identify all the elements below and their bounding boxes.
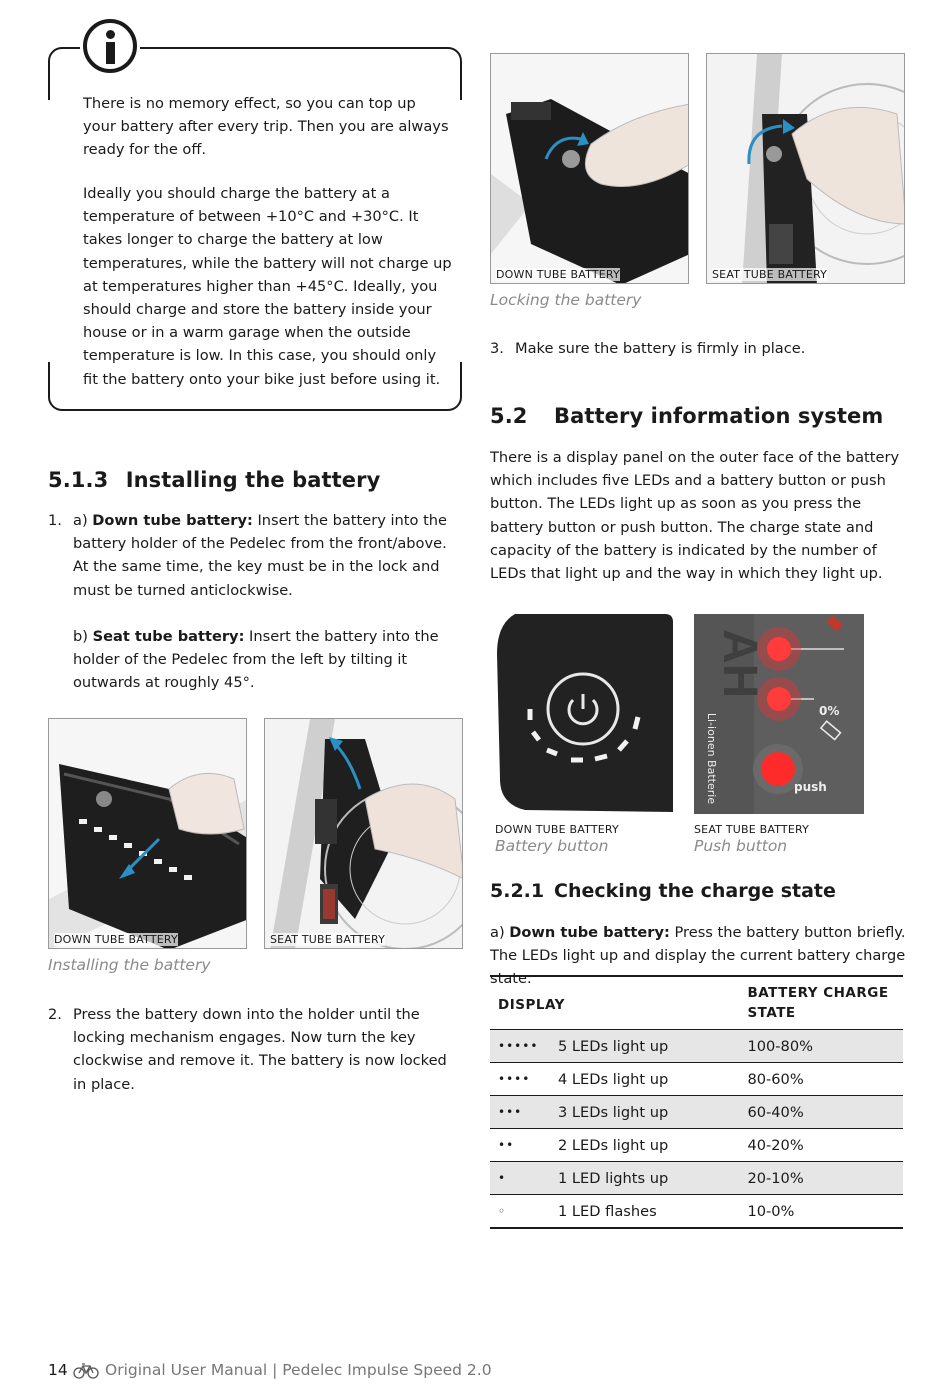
led-symbol: ••••• — [490, 1030, 550, 1063]
step-3: Make sure the battery is firmly in place. — [515, 340, 806, 357]
step-text: Insert the battery into the holder of the Pedelec from the left by tilting it outwards at roughly 45°. — [73, 628, 439, 692]
charge-state-table — [490, 977, 903, 1229]
led-description: 1 LED flashes — [550, 1195, 739, 1229]
step-bold-label: Seat tube battery: — [92, 628, 245, 645]
led-symbol: •••• — [490, 1063, 550, 1096]
figure-caption: Battery button — [495, 837, 609, 855]
lock-down-tube-image — [491, 54, 689, 284]
step-text: Insert the battery into the battery holder of the Pedelec from the front/above. At the same time, the key must be in the lock and must be turned anticlockwise. — [73, 512, 448, 599]
info-box-gap — [458, 100, 470, 362]
photo-label: DOWN TUBE BATTERY — [495, 823, 619, 836]
page-number: 14 — [48, 1361, 68, 1379]
install-seat-tube-image — [265, 719, 463, 949]
step-number: 2. — [48, 1006, 62, 1023]
info-icon — [83, 19, 137, 73]
step-number: 3. — [490, 340, 504, 357]
photo-lock-seat-tube — [706, 53, 905, 284]
led-symbol: ◦ — [490, 1195, 550, 1229]
charge-state: 40-20% — [739, 1129, 903, 1162]
column-header-line: BATTERY CHARGE — [747, 985, 889, 1001]
figure-caption: Installing the battery — [48, 956, 211, 974]
intro-bold-label: Down tube battery: — [509, 924, 670, 941]
section-heading-513 — [48, 468, 380, 492]
led-symbol: ••• — [490, 1096, 550, 1129]
intro-prefix: a) — [490, 924, 510, 941]
section-heading-52 — [490, 404, 884, 428]
section-52-body: There is a display panel on the outer face of the battery which includes five LEDs and a battery button or push button. The LEDs light up as soon as you press the battery button or push button. The charge state and capacity of the battery is indicated by the number of LEDs that light up and the way in which they light up. — [490, 449, 900, 583]
photo-push-button — [694, 614, 864, 814]
charge-state: 10-0% — [739, 1195, 903, 1229]
lock-seat-tube-image — [707, 54, 905, 284]
photo-install-seat-tube — [264, 718, 463, 949]
step-1b — [73, 625, 463, 695]
column-header-line: STATE — [747, 1005, 796, 1021]
table-row — [490, 1195, 903, 1229]
bicycle-icon — [73, 1363, 99, 1379]
intro-text: Press the battery button briefly. The LEDs light up and display the current battery charge state. — [490, 924, 906, 988]
led-symbol: •• — [490, 1129, 550, 1162]
figure-caption: Push button — [694, 837, 788, 855]
step-prefix: b) — [73, 628, 93, 645]
footer-title: Original User Manual | Pedelec Impulse Speed 2.0 — [105, 1361, 492, 1379]
table-row — [490, 1162, 903, 1195]
figure-caption: Locking the battery — [490, 291, 642, 309]
photo-label: SEAT TUBE BATTERY — [712, 268, 828, 281]
panel-push-label: push — [794, 780, 827, 794]
panel-percent-label: 0% — [819, 704, 840, 718]
charge-state-table-wrap — [490, 975, 903, 1229]
photo-install-down-tube — [48, 718, 247, 949]
step-prefix: a) — [73, 512, 93, 529]
charge-state: 60-40% — [739, 1096, 903, 1129]
step-bold-label: Down tube battery: — [92, 512, 253, 529]
section-number: 5.2 — [490, 404, 528, 428]
panel-brand-label: Li-ionen Batterie — [705, 712, 719, 805]
svg-text:AH: AH — [713, 629, 766, 699]
info-paragraph-1: There is no memory effect, so you can top up your battery after every trip. Then you are always ready for the off. — [83, 95, 449, 159]
install-down-tube-image — [49, 719, 247, 949]
table-row — [490, 1030, 903, 1063]
section-title: Battery information system — [554, 404, 884, 428]
led-description: 2 LEDs light up — [550, 1129, 739, 1162]
column-header-state — [739, 977, 903, 1030]
step-2: Press the battery down into the holder until the locking mechanism engages. Now turn the key clockwise and remove it. The battery is now locked in place. — [73, 1006, 447, 1093]
section-title: Checking the charge state — [554, 880, 836, 902]
table-row — [490, 1129, 903, 1162]
photo-battery-button — [495, 614, 673, 812]
photo-lock-down-tube — [490, 53, 689, 284]
led-description: 5 LEDs light up — [550, 1030, 739, 1063]
section-heading-521 — [490, 880, 836, 902]
photo-label: DOWN TUBE BATTERY — [54, 933, 178, 946]
step-1a — [73, 509, 463, 602]
info-box-gap — [40, 100, 52, 362]
charge-state: 80-60% — [739, 1063, 903, 1096]
section-number: 5.1.3 — [48, 468, 109, 492]
step-number: 1. — [48, 512, 62, 529]
battery-button-image — [495, 614, 673, 812]
photo-label: SEAT TUBE BATTERY — [270, 933, 386, 946]
table-header-row — [490, 977, 903, 1030]
column-header-display: DISPLAY — [498, 997, 565, 1013]
charge-state: 20-10% — [739, 1162, 903, 1195]
table-row — [490, 1096, 903, 1129]
led-description: 4 LEDs light up — [550, 1063, 739, 1096]
table-row — [490, 1063, 903, 1096]
section-number: 5.2.1 — [490, 880, 545, 902]
photo-label: SEAT TUBE BATTERY — [694, 823, 810, 836]
led-description: 1 LED lights up — [550, 1162, 739, 1195]
led-description: 3 LEDs light up — [550, 1096, 739, 1129]
info-paragraph-2: Ideally you should charge the battery at a temperature of between +10°C and +30°C. It takes longer to charge the battery at low temperatures, while the battery will not charge up at temperatures higher than +45°C. Ideally, you should charge and store the battery inside your house or in a warm garage when the outside temperature is low. In this case, you should only fit the battery onto your bike just before using it. — [83, 185, 452, 388]
photo-label: DOWN TUBE BATTERY — [496, 268, 620, 281]
charge-state: 100-80% — [739, 1030, 903, 1063]
section-title: Installing the battery — [125, 468, 381, 492]
led-symbol: • — [490, 1162, 550, 1195]
